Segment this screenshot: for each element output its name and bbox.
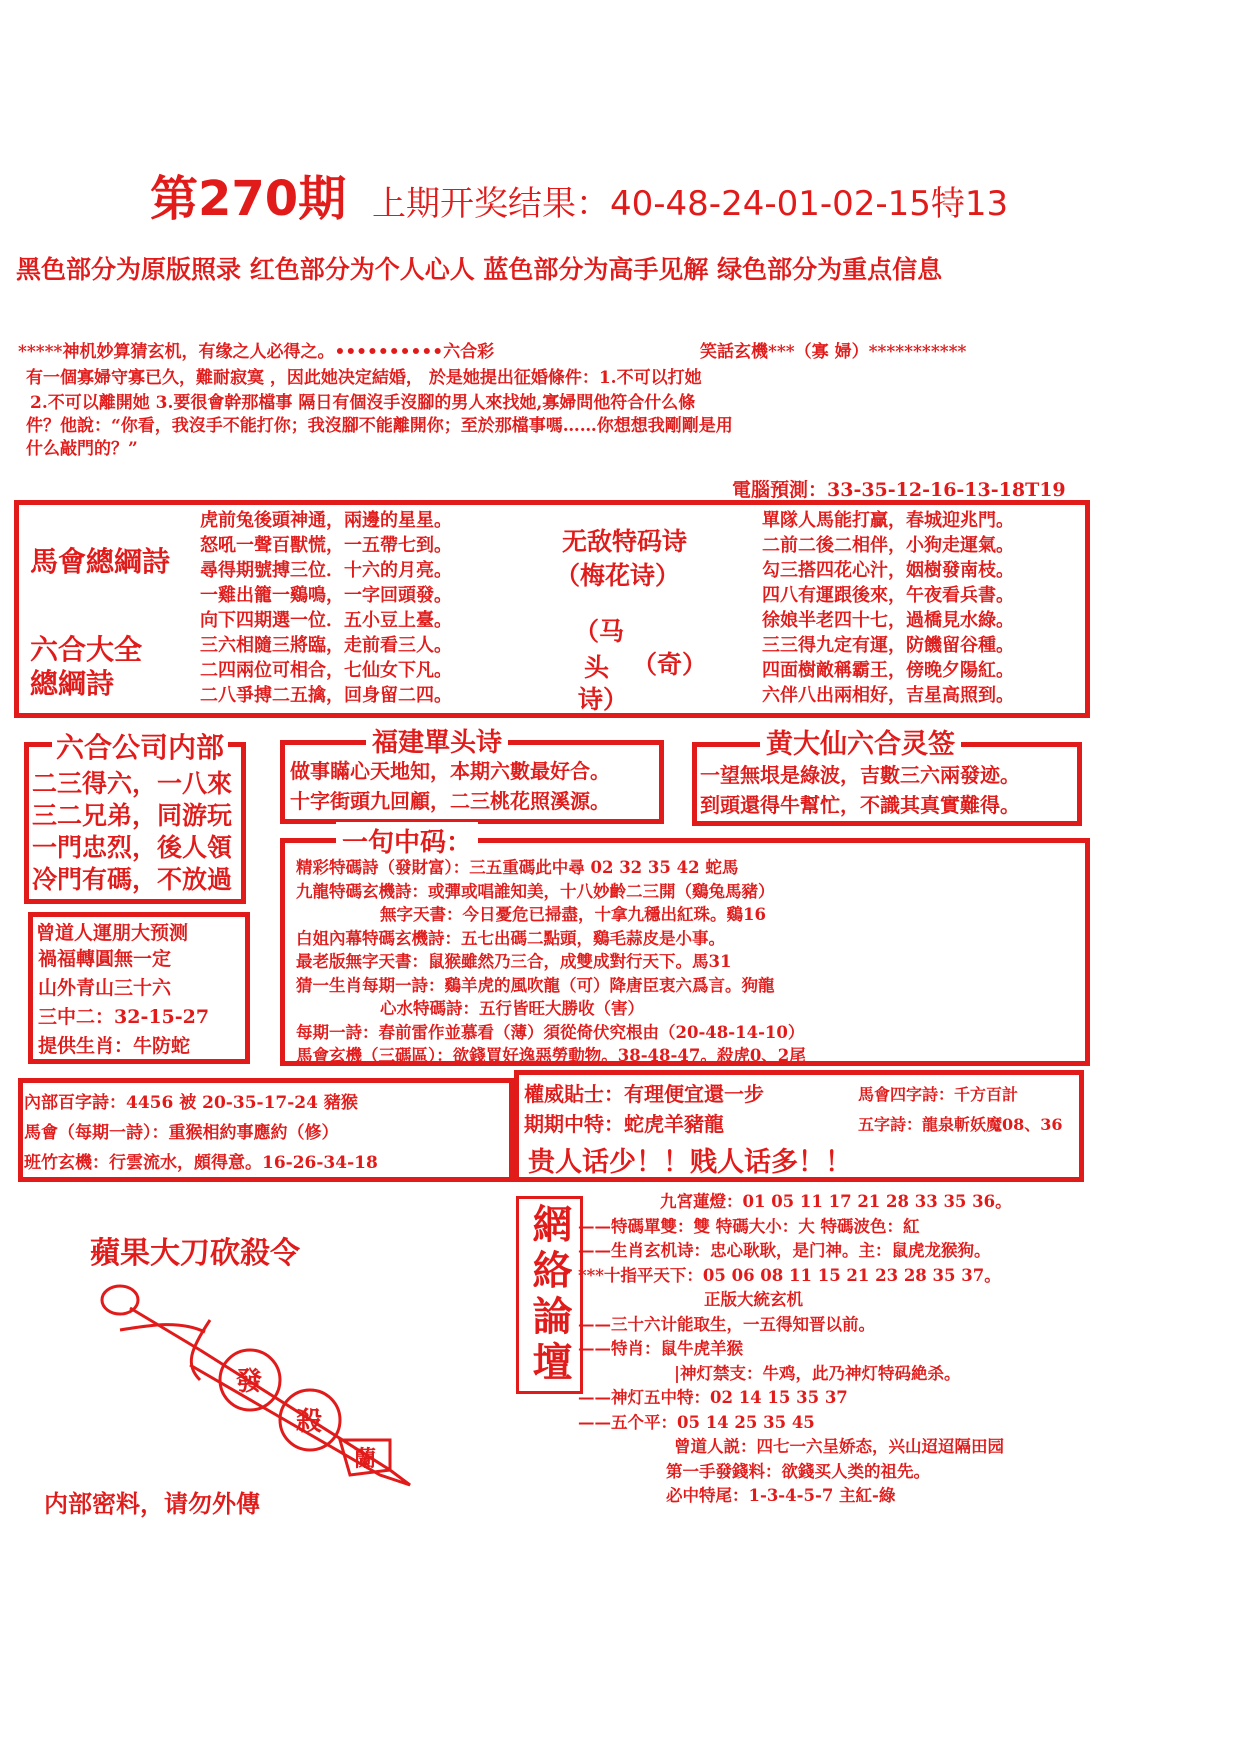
mid-text-c: （奇） [632,650,708,679]
poem-line: 二前二後二相伴，小狗走運氣。 [762,535,1014,556]
poem-line: 向下四期選一位．五小豆上臺。 [200,610,452,631]
internal-line: 內部百字詩：4456 被 20-35-17-24 豬猴 [24,1093,358,1113]
one-sentence-lines [296,856,806,1068]
poem-line: 六伴八出兩相好，吉星高照到。 [762,685,1014,706]
intro-line-1-right: 笑話玄機***（寡 婦）*********** [700,342,967,362]
poem-line: 勾三搭四花心汁，姻樹發南枝。 [762,560,1014,581]
internal-lines [24,1088,378,1178]
last-result: 上期开奖结果：40-48-24-01-02-15特13 [372,184,1009,224]
forum-line: ——五个平：05 14 25 35 45 [578,1412,815,1432]
intro-line-2: 有一個寡婦守寡已久，難耐寂寞 ，因此她决定結婚， 於是她提出征婚條件：1.不可以打她 [26,368,702,388]
forum-line: 曾道人説：四七一六呈娇态，兴山迢迢隔田园 [674,1437,1004,1456]
one-sentence-line: 猜一生肖每期一詩：鷄羊虎的風吹龍（可）降唐臣衷六爲言。狗龍 [296,975,775,995]
one-sentence-line: 白姐內幕特碼玄機詩：五七出碼二點頭，鷄毛蒜皮是小事。 [296,928,725,948]
zeng-lines [38,945,209,1061]
forum-lines [578,1190,1012,1509]
forum-line: ——神灯五中特：02 14 15 35 37 [578,1388,848,1407]
computer-forecast: 電腦預測：33-35-12-16-13-18T19 [732,479,1066,501]
poem-line: 三三得九定有運，防饑留谷種。 [762,635,1014,656]
internal-line: 班竹玄機：行雲流水，頗得意。16-26-34-18 [24,1153,378,1173]
one-sentence-line: 馬會玄機（三碼區）：欲錢買好逸惡勞動物。38-48-47。殺虎0、2尾 [296,1046,806,1065]
forum-line: ——特碼單雙：雙 特碼大小：大 特碼波色：紅 [578,1216,920,1236]
forum-line: ——三十六计能取生，一五得知晋以前。 [578,1314,875,1334]
poem-line: 一雞出籠一鷄鳴，一字回頭發。 [200,585,452,606]
poem-line: 四八有運跟後來，午夜看兵書。 [762,585,1014,606]
poem-line: 怒吼一聲百獸慌，一五帶七到。 [200,535,452,556]
mid-text-d: 诗） [578,685,629,714]
main-title-b1: 六合大全 [30,633,143,666]
company-lines [32,768,232,896]
main-title-a: 馬會總綱詩 [30,545,171,578]
poem-line: 二四兩位可相合，七仙女下凡。 [200,660,452,681]
company-line: 一門忠烈，後人領 [32,833,233,862]
period-special: 期期中特：蛇虎羊豬龍 [524,1112,724,1136]
company-line: 二三得六，一八來 [32,769,233,798]
apple-footer: 内部密料，请勿外傳 [44,1489,260,1518]
one-sentence-line: 最老版無字天書：鼠猴雖然乃三合，成雙成對行天下。馬31 [296,952,732,971]
poem-line: 虎前兔後頭神通，兩邊的星星。 [200,510,452,531]
zeng-line: 禍福轉圓無一定 [38,948,172,970]
forum-line: ——生肖玄机诗：忠心耿耿，是门神。主：鼠虎龙猴狗。 [578,1241,991,1260]
zeng-line: 三中二：32-15-27 [38,1006,210,1028]
huang-line: 一望無垠是綠波，吉數三六兩發迹。 [700,763,1020,787]
poem-line: 二八爭搏二五擒，回身留二四。 [200,685,452,706]
company-title: 六合公司内部 [52,726,228,766]
one-sentence-line: 九龍特碼玄機詩：或彈或唱誰知美，十八妙齡二三開（鷄兔馬豬） [296,881,775,901]
forum-line: |神灯禁支：牛鸡，此乃神灯特码絶杀。 [674,1363,961,1383]
sword-char-3: 蘭 [354,1446,377,1472]
main-left-lines [200,508,452,708]
fujian-lines [290,756,610,816]
one-sentence-line: 精彩特碼詩（發財富）：三五重碼此中尋 02 32 35 42 蛇馬 [296,858,739,877]
authority-tip: 權威貼士：有理便宜還一步 [524,1082,764,1106]
huang-lines [700,760,1020,820]
issue-number: 第270期 [150,171,347,227]
mid-text-b: 头 [584,653,610,682]
fujian-line: 十字街頭九回顧，二三桃花照溪源。 [290,789,610,813]
company-line: 三二兄弟，同游玩 [32,801,233,830]
forum-line: 第一手發錢料：欲錢买人类的祖先。 [666,1461,930,1481]
fujian-line: 做事瞞心天地知，本期六數最好合。 [290,759,610,783]
mid-title-1: 无敌特码诗 [562,527,688,556]
poem-line: 四面樹敵稱霸王，傍晚夕陽紅。 [762,660,1014,681]
five-char-poem: 五字詩：龍泉斬妖魔08、36 [858,1115,1063,1134]
apple-title: 蘋果大刀砍殺令 [90,1236,300,1271]
forum-line: 正版大統玄机 [704,1290,803,1309]
intro-line-5: 什么敲門的？” [26,439,138,459]
sword-char-1: 發 [236,1367,263,1397]
zeng-line: 提供生肖：牛防蛇 [38,1035,191,1057]
forum-vertical-title: 網絡論壇 [516,1196,583,1394]
zeng-title: 曾道人運朋大预测 [36,922,189,944]
forum-line: ***十指平天下：05 06 08 11 15 21 23 28 35 37。 [578,1265,1001,1285]
poem-line: 徐娘半老四十七，過橋見水綠。 [762,610,1014,631]
zeng-line: 山外青山三十六 [38,977,172,999]
one-sentence-title: 一句中码： [336,822,478,859]
intro-line-4: 件？他說：“你看，我沒手不能打你；我沒腳不能離開你；至於那檔事嗎……你想想我剛剛是用 [26,416,733,436]
poem-line: 單隊人馬能打贏，春城迎兆門。 [762,510,1014,531]
one-sentence-line: 心水特碼詩：五行皆旺大勝收（害） [380,999,644,1018]
four-char-poem: 馬會四字詩：千方百計 [858,1085,1019,1104]
color-legend: 黑色部分为原版照录 红色部分为个人心人 蓝色部分为高手见解 绿色部分为重点信息 [16,255,943,284]
huang-title: 黄大仙六合灵签 [760,722,961,761]
mid-title-2: （梅花诗） [555,561,681,590]
forum-line: 九宮蓮燈：01 05 11 17 21 28 33 35 36。 [660,1192,1012,1211]
one-sentence-line: 每期一詩：春前雷作並慕看（薄）須從倚伏究根由（20-48-14-10） [296,1022,805,1042]
poem-line: 三六相隨三將臨，走前看三人。 [200,635,452,656]
intro-line-1-left: *****神机妙算猜玄机，有缘之人必得之。••••••••••六合彩 [18,342,495,362]
huang-line: 到頭還得牛幫忙，不識其真實難得。 [700,793,1020,817]
company-line: 冷門有碼，不放過 [32,865,233,894]
fujian-title: 福建單头诗 [366,722,508,759]
sword-illustration [90,1270,430,1490]
forum-line: ——特肖：鼠牛虎羊猴 [578,1339,743,1358]
sword-char-2: 殺 [296,1407,323,1437]
intro-line-3: 2.不可以離開她 3.要很會幹那檔事 隔日有個沒手沒腳的男人來找她,寡婦問他符合什么條 [30,393,696,413]
main-right-lines [762,508,1014,708]
forum-line: 必中特尾：1-3-4-5-7 主紅-綠 [666,1486,896,1505]
mid-text-a: （马 [574,617,625,646]
one-sentence-line: 無字天書：今日憂危已掃盡，十拿九穩出紅珠。鷄16 [380,905,766,924]
poem-line: 尋得期號搏三位．十六的月亮。 [200,560,452,581]
internal-line: 馬會（每期一詩）：重猴相約事應約（修） [24,1123,339,1143]
slogan: 贵人话少！！贱人话多！！ [528,1147,852,1178]
main-title-b2: 總綱詩 [30,667,115,700]
